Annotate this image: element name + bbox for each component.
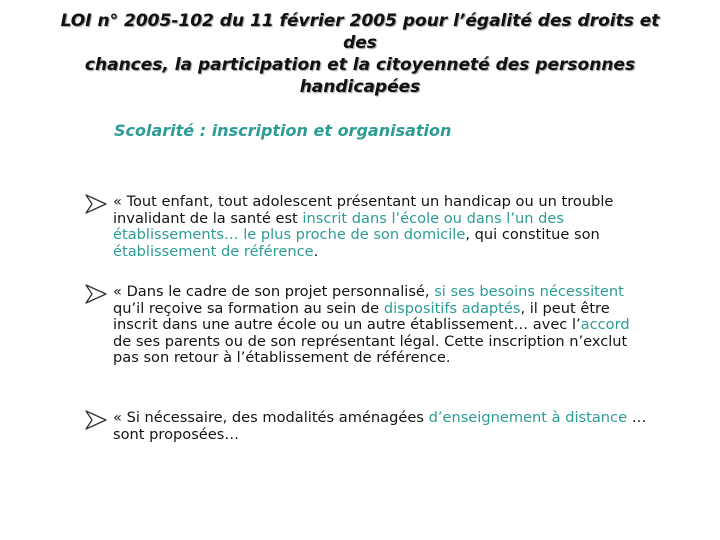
text-line [113,194,658,211]
bullet-item [84,284,654,374]
text-run: « Tout enfant, tout adolescent présentant un handicap ou un trouble [113,193,614,210]
text-run: … [627,409,647,426]
text-line [113,244,658,261]
text-run: « Si nécessaire, des modalités aménagées [113,409,429,426]
text-line [113,301,658,318]
text-line [113,317,658,334]
highlight-text: établissement de référence [113,242,314,260]
arrowhead-bullet-icon [84,194,108,214]
highlight-text: d’enseignement à distance [428,409,628,426]
text-run: sont proposées… [113,425,239,443]
bullet-text [113,284,658,367]
section-subtitle: Scolarité : inscription et organisation [114,121,452,140]
page-title [60,10,660,98]
text-line [113,350,658,367]
text-run: , qui constitue son [465,226,600,244]
text-run: de ses parents ou de son représentant légal. Cette inscription n’exclut [113,332,628,350]
highlight-text: établissements… le plus proche de son domicile [113,226,466,244]
text-run: inscrit dans une autre école ou un autre établissement… avec l’ [113,316,581,334]
highlight-text: si ses besoins nécessitent [434,283,624,300]
highlight-text: inscrit dans l’école ou dans l’un des [302,209,564,227]
highlight-text: accord [580,316,630,334]
text-line [113,427,658,444]
text-line [113,334,658,351]
text-line [113,410,658,427]
text-run: « Dans le cadre de son projet personnalisé, [113,283,435,300]
text-run: invalidant de la santé est [113,209,303,227]
bullet-item [84,194,654,268]
bullet-item [84,410,654,450]
text-line [113,211,658,228]
text-run: . [313,242,319,260]
text-line [113,284,658,301]
text-line [113,227,658,244]
title-line: LOI n° 2005-102 du 11 février 2005 pour l’égalité des droits et des [60,11,660,53]
bullet-text [113,194,658,260]
highlight-text: dispositifs adaptés [383,299,521,317]
bullet-text [113,410,658,443]
text-run: , il peut être [520,299,610,317]
text-run: qu’il reçoive sa formation au sein de [113,299,384,317]
title-line: handicapées [299,77,421,97]
text-run: pas son retour à l’établissement de référence. [113,349,451,367]
arrowhead-bullet-icon [84,284,108,304]
arrowhead-bullet-icon [84,410,108,430]
title-line: chances, la participation et la citoyenneté des personnes [84,55,636,75]
